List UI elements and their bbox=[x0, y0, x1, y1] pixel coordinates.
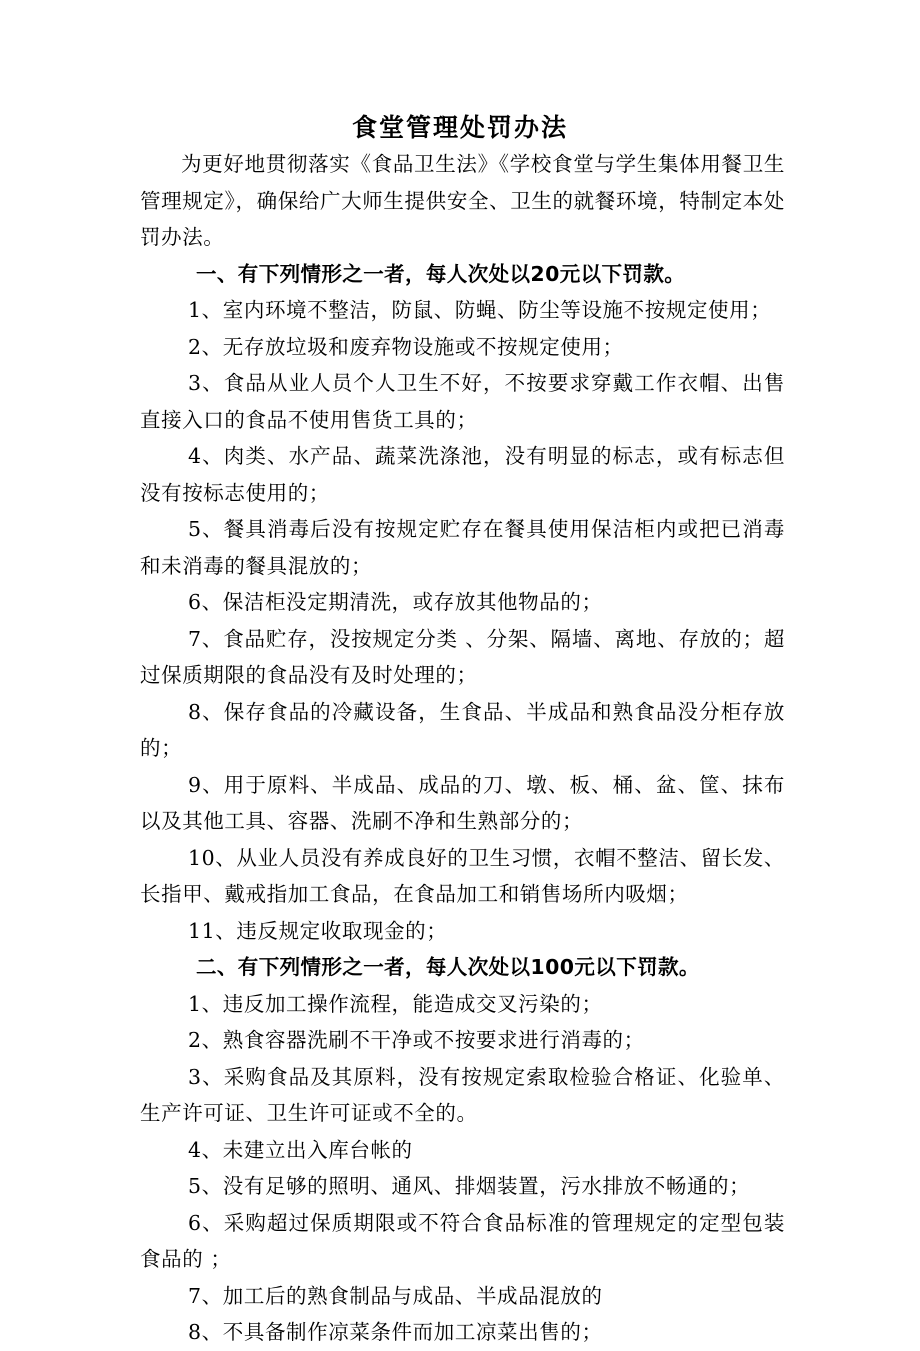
section-1-item: 3、食品从业人员个人卫生不好，不按要求穿戴工作衣帽、出售直接入口的食品不使用售货工具的； bbox=[140, 371, 785, 432]
section-1-item: 4、肉类、水产品、蔬菜洗涤池，没有明显的标志，或有标志但没有按标志使用的； bbox=[140, 444, 785, 505]
section-1-item: 7、食品贮存，没按规定分类 、分架、隔墙、离地、存放的；超过保质期限的食品没有及时处理的； bbox=[140, 626, 785, 687]
section-1-item: 9、用于原料、半成品、成品的刀、墩、板、桶、盆、筐、抹布以及其他工具、容器、洗刷不净和生熟部分的； bbox=[140, 772, 785, 833]
section-2-heading: 二、有下列情形之一者，每人次处以100元以下罚款。 bbox=[196, 955, 700, 979]
document-title: 食堂管理处罚办法 bbox=[351, 113, 568, 142]
section-2-item: 7、加工后的熟食制品与成品、半成品混放的 bbox=[188, 1283, 603, 1308]
section-2-item: 5、没有足够的照明、通风、排烟装置，污水排放不畅通的； bbox=[188, 1174, 751, 1198]
section-1-item: 8、保存食品的冷藏设备，生食品、半成品和熟食品没分柜存放的； bbox=[140, 699, 785, 760]
section-1-item: 2、无存放垃圾和废弃物设施或不按规定使用； bbox=[188, 334, 624, 359]
section-1-item: 10、从业人员没有养成良好的卫生习惯，衣帽不整洁、留长发、长指甲、戴戒指加工食品，在食品加工和销售场所内吸烟； bbox=[140, 845, 785, 906]
section-1-heading: 一、有下列情形之一者，每人次处以20元以下罚款。 bbox=[196, 261, 686, 286]
section-2-item: 8、不具备制作凉菜条件而加工凉菜出售的； bbox=[188, 1320, 603, 1344]
section-1-item: 11、违反规定收取现金的； bbox=[188, 918, 448, 943]
section-2-item: 4、未建立出入库台帐的 bbox=[188, 1137, 413, 1162]
section-2-item: 3、采购食品及其原料，没有按规定索取检验合格证、化验单、生产许可证、卫生许可证或不全的。 bbox=[140, 1064, 785, 1125]
section-2-item: 1、违反加工操作流程，能造成交叉污染的； bbox=[188, 991, 603, 1016]
document-body bbox=[140, 146, 785, 1351]
section-1-item: 5、餐具消毒后没有按规定贮存在餐具使用保洁柜内或把已消毒和未消毒的餐具混放的； bbox=[140, 517, 785, 578]
section-1-item: 6、保洁柜没定期清洗，或存放其他物品的； bbox=[188, 590, 603, 614]
section-1-item: 1、室内环境不整洁，防鼠、防蝇、防尘等设施不按规定使用； bbox=[188, 298, 772, 322]
section-2-item: 6、采购超过保质期限或不符合食品标准的管理规定的定型包装食品的 ； bbox=[140, 1210, 785, 1271]
section-2-item: 2、熟食容器洗刷不干净或不按要求进行消毒的； bbox=[188, 1028, 645, 1052]
intro-paragraph: 为更好地贯彻落实《食品卫生法》《学校食堂与学生集体用餐卫生管理规定》，确保给广大师生提供安全、卫生的就餐环境，特制定本处罚办法。 bbox=[140, 152, 785, 249]
